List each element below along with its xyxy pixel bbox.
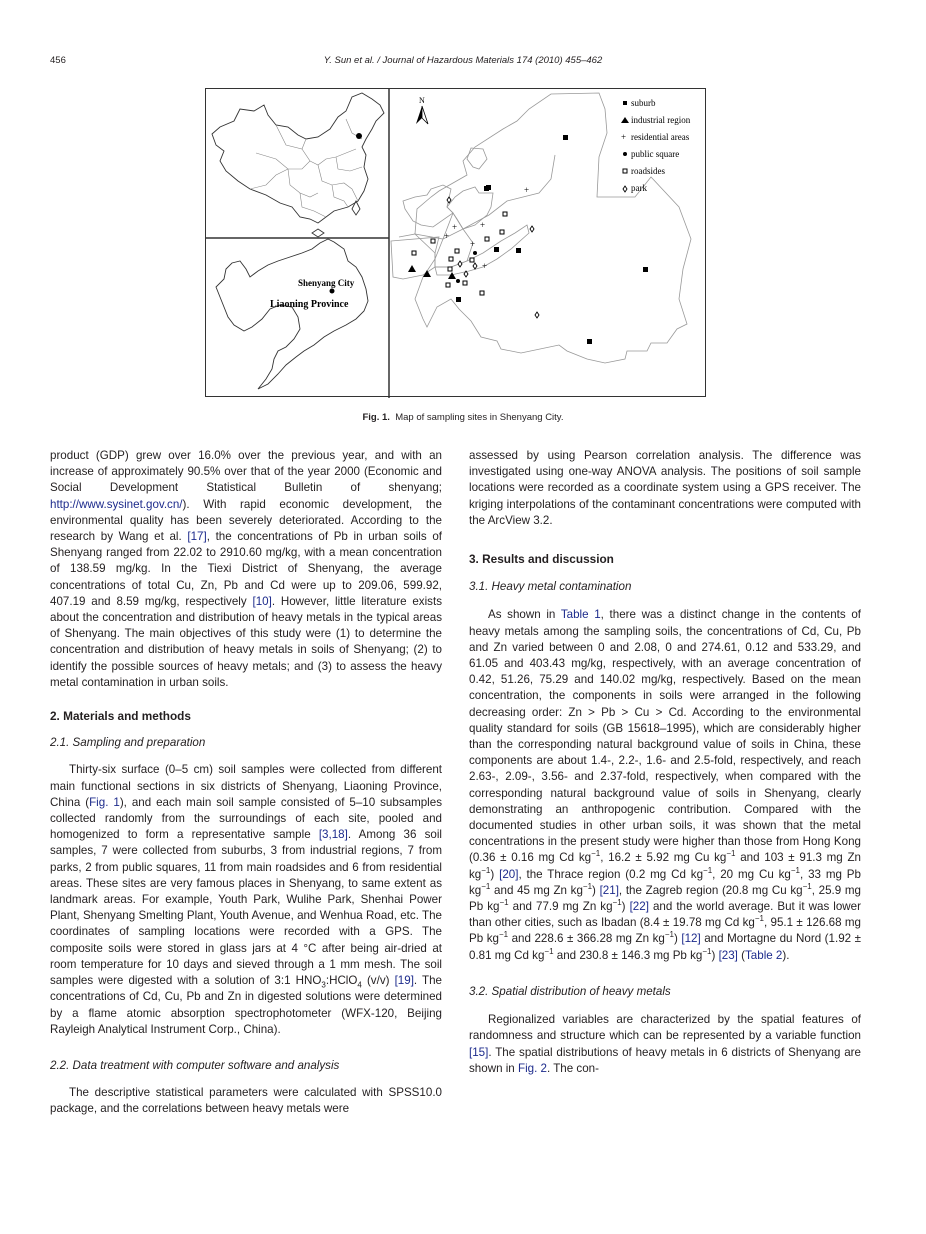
table-1-link[interactable]: Table 1 (560, 608, 601, 622)
svg-text:+: + (480, 220, 486, 230)
text: ). (782, 948, 790, 962)
fig-2-link[interactable]: Fig. 2 (517, 1061, 547, 1075)
section-2-2-heading: 2.2. Data treatment with computer software and analysis (50, 1058, 340, 1072)
legend-residential-areas: residential areas (631, 132, 690, 142)
superscript: −1 (481, 865, 491, 875)
text: and 228.6 ± 366.28 mg Zn kg (508, 932, 665, 946)
text: As shown in (488, 608, 561, 622)
city-map (391, 93, 691, 363)
superscript: −1 (790, 865, 800, 875)
superscript: −1 (802, 882, 812, 892)
text: ) (673, 932, 682, 946)
svg-text:+: + (524, 185, 530, 195)
china-map (212, 93, 384, 237)
caption-label: Fig. 1. (362, 412, 390, 423)
superscript: −1 (544, 946, 554, 956)
text: ) (490, 867, 500, 881)
data-treatment-paragraph: The descriptive statistical parameters were calculated with SPSS10.0 package, and the correlations between heavy metals were (50, 1086, 442, 1116)
text: and the world average. But it was lower than other cities, such as Ibadan (8.4 ± 19.78 mg Cd kg (469, 900, 861, 930)
legend-park: park (631, 183, 647, 193)
superscript: −1 (499, 898, 509, 908)
text: , 20 mg Cu kg (712, 867, 791, 881)
spatial-paragraph (469, 1012, 861, 1077)
text: , 25.9 mg Pb kg (469, 883, 861, 914)
text: product (GDP) grew over 16.0% over the previous year, and with an increase of approximately 90.5% over that of the year 2000 (Economic and Social Development Statistical Bulletin of shenyang; (50, 449, 442, 495)
superscript: −1 (702, 946, 712, 956)
text: Regionalized variables are characterized by the spatial features of randomness and structure which can be represented by a variable function (469, 1013, 861, 1043)
roadside-markers (412, 212, 507, 295)
shenyang-dot-china (356, 133, 362, 139)
residential-markers (444, 185, 529, 271)
text: and 103 ± 91.3 mg Zn kg (469, 851, 861, 881)
ref-19-link[interactable]: [19] (394, 974, 414, 988)
figure-1-map (205, 88, 706, 397)
analysis-paragraph: assessed by using Pearson correlation analysis. The difference was investigated using one-way ANOVA analysis. The positions of soil sample locations were recorded as a coordinate system using a GPS receiver. The kriging interpolations of the contaminant concentrations were computed with the ArcView 3.2. (469, 449, 861, 527)
ref-3-18-link[interactable]: [3,18] (318, 828, 348, 842)
text: ), and each main soil sample consisted of 5–10 subsamples collected randomly from the surroundings of each site, pooled and homogenized to form a representative sample (50, 795, 443, 842)
legend-roadsides: roadsides (631, 166, 665, 176)
superscript: −1 (612, 898, 622, 908)
ref-23-link[interactable]: [23] (718, 948, 738, 962)
svg-text:+: + (470, 239, 476, 249)
superscript: −1 (726, 849, 736, 859)
legend-industrial-region: industrial region (631, 115, 691, 125)
page-number: 456 (50, 55, 66, 66)
caption-text: Map of sampling sites in Shenyang City. (395, 412, 564, 423)
table-2-link[interactable]: Table 2 (745, 948, 783, 962)
figure-caption (0, 412, 926, 423)
superscript: −1 (481, 882, 491, 892)
text: ( (737, 948, 745, 962)
text: . The spatial distributions of heavy metals in 6 districts of Shenyang are shown in (469, 1045, 861, 1075)
text: , the Thrace region (0.2 mg Cd kg (518, 867, 704, 881)
section-3-1-heading: 3.1. Heavy metal contamination (469, 580, 632, 594)
text: :HClO (325, 974, 358, 988)
text: and Mortagne du Nord (1.92 ± 0.81 mg Cd kg (469, 932, 861, 962)
text: and 77.9 mg Zn kg (508, 900, 613, 914)
text: and 45 mg Zn kg (490, 883, 583, 897)
text: , there was a distinct change in the contents of heavy metals among the sampling soils, the concentrations of Cd, Cu, Pb and Zn varied between 0 and 2.08, 0 and 274.61, 0.12 and 533.29, and 61.05 and 403.43 mg/kg, respectively, with an average concentration of 0.42, 51.26, 75.29 and 140.02 mg/kg, respectively. Based on the mean concentration, the components in soils were arranged in the following decreasing order: Zn > Pb > Cu > Cd. According to the environmental quality standard for soils (GB 15618–1995), which are considerably higher than the corresponding natural background value of soils in China, these components are about 1.4-, 2.2-, 1.6- and 2.5-fold, respectively, and reach 2.63-, 2.09-, 3.56- and 2.37-fold, respectively, when compared with the corresponding natural background value of soils in Shenyang, clearly demonstrating an anthropogenic contribution. Compared with the documented studies in other urban soils, it was shown that the metal concentrations in the present study were higher than those from Hong Kong (0.36 ± 0.16 mg Cd kg (469, 608, 861, 865)
text: , 16.2 ± 5.92 mg Cu kg (600, 851, 727, 865)
china-province-borders (250, 119, 362, 217)
text: ). With rapid economic development, the environmental quality has been severely deteriorated. According to the research by Wang et al. (50, 497, 442, 544)
ref-15-link[interactable]: [15] (469, 1045, 489, 1059)
superscript: −1 (754, 914, 764, 924)
map-graphic (206, 89, 707, 398)
text: ) (621, 900, 630, 914)
text: ) (592, 883, 600, 897)
section-2-heading: 2. Materials and methods (50, 709, 191, 724)
svg-text:N: N (419, 96, 425, 105)
text: , the Zagreb region (20.8 mg Cu kg (618, 883, 803, 897)
svg-text:+: + (482, 261, 488, 271)
results-paragraph (469, 607, 861, 963)
text: . Among 36 soil samples, 7 were collected from suburbs, 3 from industrial regions, 7 from parks, 2 from public squares, 11 from main roadsides and 6 from residential areas. These sites are very famous places in Shenyang, to same extent as landmark areas. For example, Youth Park, Wulihe Park, Shenhai Power Plant, Shenyang Smelting Plant, Youth Avenue, and Wenhua Road, etc. The coordinates of sampling locations were recorded with a GPS. The composite soils were stored in glass jars at 4 °C after being air-dried at room temperature for 10 days and sieved through a 1 mm mesh. The soil samples were digested with a solution of 3:1 HNO (50, 828, 442, 988)
ref-22-link[interactable]: [22] (629, 900, 649, 914)
text: . However, little literature exists about the concentration and distribution of heavy metals in the typical areas of Shenyang. The main objectives of this study were (1) to determine the concentration and distribution of heavy metals in soils of Shenyang; (2) to identify the possible sources of heavy metals; and (3) to assess the heavy metal contamination in urban soils. (50, 594, 442, 689)
liaoning-map (216, 239, 368, 389)
superscript: −1 (703, 865, 713, 875)
ref-20-link[interactable]: [20] (499, 867, 519, 881)
superscript: −1 (498, 930, 509, 940)
left-column (50, 448, 442, 1118)
running-header (0, 55, 926, 71)
legend-public-square: public square (631, 149, 680, 159)
text: , 33 mg Pb kg (469, 867, 861, 897)
section-3-heading: 3. Results and discussion (469, 552, 614, 567)
shenyang-dot-province (330, 289, 335, 294)
ref-17-link[interactable]: [17] (187, 530, 207, 544)
svg-text:+: + (621, 132, 627, 142)
text: (v/v) (361, 974, 395, 988)
intro-paragraph (50, 448, 442, 691)
ref-21-link[interactable]: [21] (599, 883, 619, 897)
text: . The con- (546, 1061, 599, 1075)
subscript: 4 (357, 980, 362, 990)
superscript: −1 (582, 882, 593, 892)
svg-text:+: + (452, 222, 458, 232)
map-legend (621, 98, 691, 193)
subscript: 3 (321, 980, 326, 990)
legend-suburb: suburb (631, 98, 656, 108)
liaoning-province-label: Liaoning Province (270, 299, 349, 310)
text: and 230.8 ± 146.3 mg Pb kg (553, 948, 703, 962)
superscript: −1 (591, 849, 601, 859)
north-arrow-icon (416, 96, 428, 124)
suburb-markers (486, 135, 568, 190)
section-2-1-heading: 2.1. Sampling and preparation (50, 736, 206, 750)
ref-10-link[interactable]: [10] (252, 594, 272, 608)
ref-12-link[interactable]: [12] (681, 932, 701, 946)
section-3-2-heading: 3.2. Spatial distribution of heavy metals (469, 984, 671, 998)
right-column (469, 448, 861, 1077)
text: , the concentrations of Pb in urban soils of Shenyang ranged from 22.02 to 2910.60 mg/kg, with a mean concentration of 138.59 mg/kg. In the Tiexi District of Shenyang, the average concentrations of total Cu, Zn, Pb and Cd were up to 209.06, 599.92, 407.19 and 8.59 mg/kg, respectively (50, 530, 442, 608)
text: , 95.1 ± 126.68 mg Pb kg (469, 916, 861, 946)
text: ) (711, 948, 719, 962)
superscript: −1 (664, 930, 674, 940)
shenyang-city-label: Shenyang City (298, 278, 355, 288)
fig-1-link[interactable]: Fig. 1 (89, 795, 120, 809)
journal-citation: Y. Sun et al. / Journal of Hazardous Materials 174 (2010) 455–462 (323, 55, 603, 66)
sysinet-link[interactable]: http://www.sysinet.gov.cn/ (50, 497, 183, 511)
sampling-paragraph (50, 762, 442, 1037)
text: Thirty-six surface (0–5 cm) soil samples were collected from different main functional sections in six districts of Shenyang, Liaoning Province, China ( (50, 763, 442, 809)
svg-text:+: + (444, 231, 450, 241)
text: . The concentrations of Cd, Cu, Pb and Zn in digested solutions were determined by a flame atomic absorption spectrophotometer (WFX-120, Beijing Rayleigh Analytical Instrument Corp., China). (50, 974, 442, 1036)
